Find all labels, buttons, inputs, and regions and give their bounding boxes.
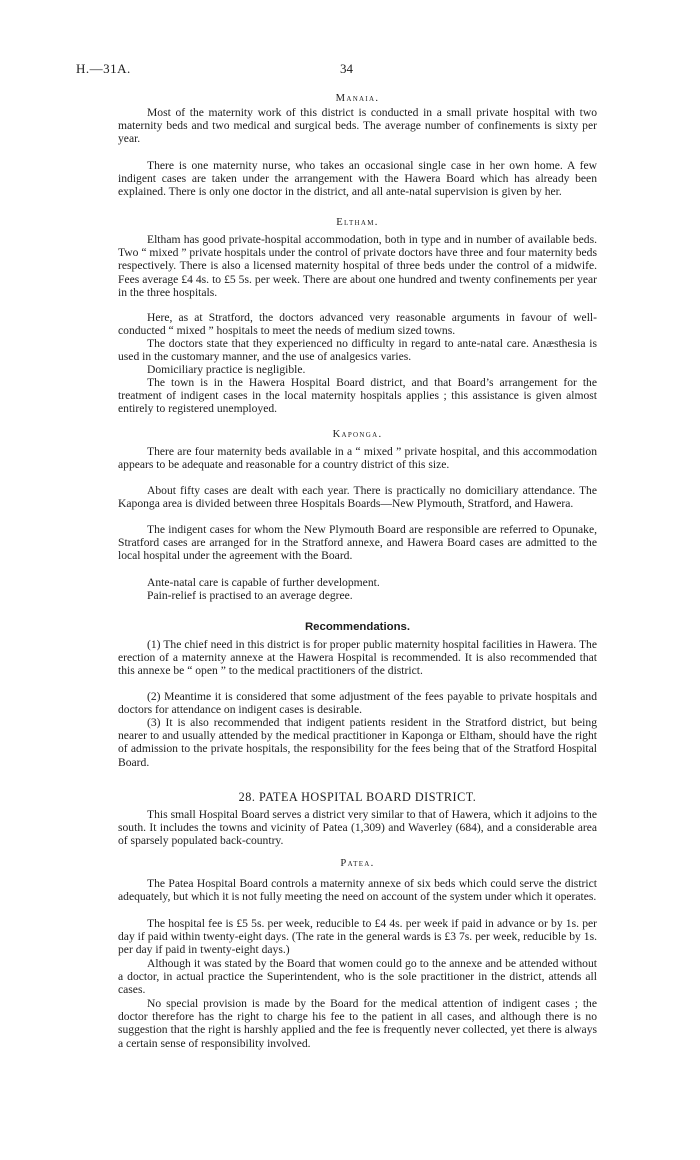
paragraph: Eltham has good private-hospital accommodation, both in type and in number of available beds. Two “ mixed ” private hospitals under the control of private doctors have three and four maternity beds respectively. There is also a licensed maternity hospital of three beds under the control of a midwife. Fees average £4 4s. to £5 5s. per week. There are about one hundred and twenty confinements per year in the three hospitals. [118,233,597,299]
patea-section [118,857,597,870]
paragraph: This small Hospital Board serves a district very similar to that of Hawera, which it adjoins to the south. It includes the towns and vicinity of Patea (1,309) and Waverley (684), and a considerable area of sparsely populated back-country. [118,808,597,848]
paragraph: No special provision is made by the Board for the medical attention of indigent cases ; the doctor therefore has the right to charge his fee to the patient in all cases, and although there is no suggestion that the right is harshly applied and the fee is frequently never collected, yet there is always a certain sense of responsibility involved. [118,997,597,1050]
paragraph: Ante-natal care is capable of further development. [147,576,380,589]
recommendation-item: (2) Meantime it is considered that some adjustment of the fees payable to private hospitals and doctors for attendance on indigent cases is desirable. [118,690,597,717]
recommendation-item: (1) The chief need in this district is for proper public maternity hospital facilities in Hawera. The erection of a maternity annexe at the Hawera Hospital is recommended. It is also recommended that this annexe be “ open ” to the medical practitioners of the district. [118,638,597,678]
paragraph: The doctors state that they experienced no difficulty in regard to ante-natal care. Anæsthesia is used in the customary manner, and the use of analgesics varies. [118,337,597,364]
manaia-section [118,92,597,105]
paragraph: There is one maternity nurse, who takes an occasional single case in her own home. A few indigent cases are taken under the arrangement with the Hawera Board which has already been explained. There is only one doctor in the district, and all ante-natal supervision is given by her. [118,159,597,199]
paragraph: The indigent cases for whom the New Plymouth Board are responsible are referred to Opunake, Stratford cases are arranged for in the Stratford annexe, and Hawera Board cases are admitted to the local hospital under the agreement with the Board. [118,523,597,563]
section-heading-manaia: Manaia. [335,93,380,104]
paragraph: Pain-relief is practised to an average degree. [147,589,353,602]
section-heading-eltham: Eltham. [336,217,379,228]
paragraph: The Patea Hospital Board controls a maternity annexe of six beds which could serve the district adequately, but which it is not fully meeting the need on account of the system under which it operates. [118,877,597,904]
paragraph: The hospital fee is £5 5s. per week, reducible to £4 4s. per week if paid in advance or by 1s. per day if paid within twenty-eight days. (The rate in the general wards is £3 7s. per week, reducible by 1s. per day if paid in twenty-eight days.) [118,917,597,957]
eltham-section [118,216,597,229]
document-reference: H.—31A. [76,61,131,76]
recommendations-section [118,621,597,634]
paragraph: About fifty cases are dealt with each year. There is practically no domiciliary attendance. The Kaponga area is divided between three Hospitals Boards—New Plymouth, Stratford, and Hawera. [118,484,597,511]
paragraph: Most of the maternity work of this district is conducted in a small private hospital with two maternity beds and two medical and surgical beds. The average number of confinements is sixty per year. [118,106,597,146]
page-number: 34 [340,61,353,76]
paragraph: The town is in the Hawera Hospital Board district, and that Board’s arrangement for the treatment of indigent cases in the local maternity hospitals applies ; this assistance is given almost entirely to registered unemployed. [118,376,597,416]
patea-district-section [118,791,597,804]
paragraph: Although it was stated by the Board that women could go to the annexe and be attended without a doctor, in actual practice the Superintendent, who is the sole practitioner in the district, attends all cases. [118,957,597,997]
paragraph: Here, as at Stratford, the doctors advanced very reasonable arguments in favour of well-conducted “ mixed ” hospitals to meet the needs of medium sized towns. [118,311,597,338]
section-heading-kaponga: Kaponga. [332,429,383,440]
kaponga-section [118,428,597,441]
district-heading: 28. PATEA HOSPITAL BOARD DISTRICT. [238,790,477,804]
recommendations-heading: Recommendations. [304,621,411,633]
section-heading-patea: Patea. [340,858,375,869]
paragraph: There are four maternity beds available in a “ mixed ” private hospital, and this accommodation appears to be adequate and reasonable for a country district of this size. [118,445,597,472]
paragraph: Domiciliary practice is negligible. [147,363,306,376]
recommendation-item: (3) It is also recommended that indigent patients resident in the Stratford district, but being nearer to and usually attended by the medical practitioner in Kaponga or Eltham, should have the right of admission to the private hospitals, the responsibility for the fees being that of the Stratford Hospital Board. [118,716,597,769]
